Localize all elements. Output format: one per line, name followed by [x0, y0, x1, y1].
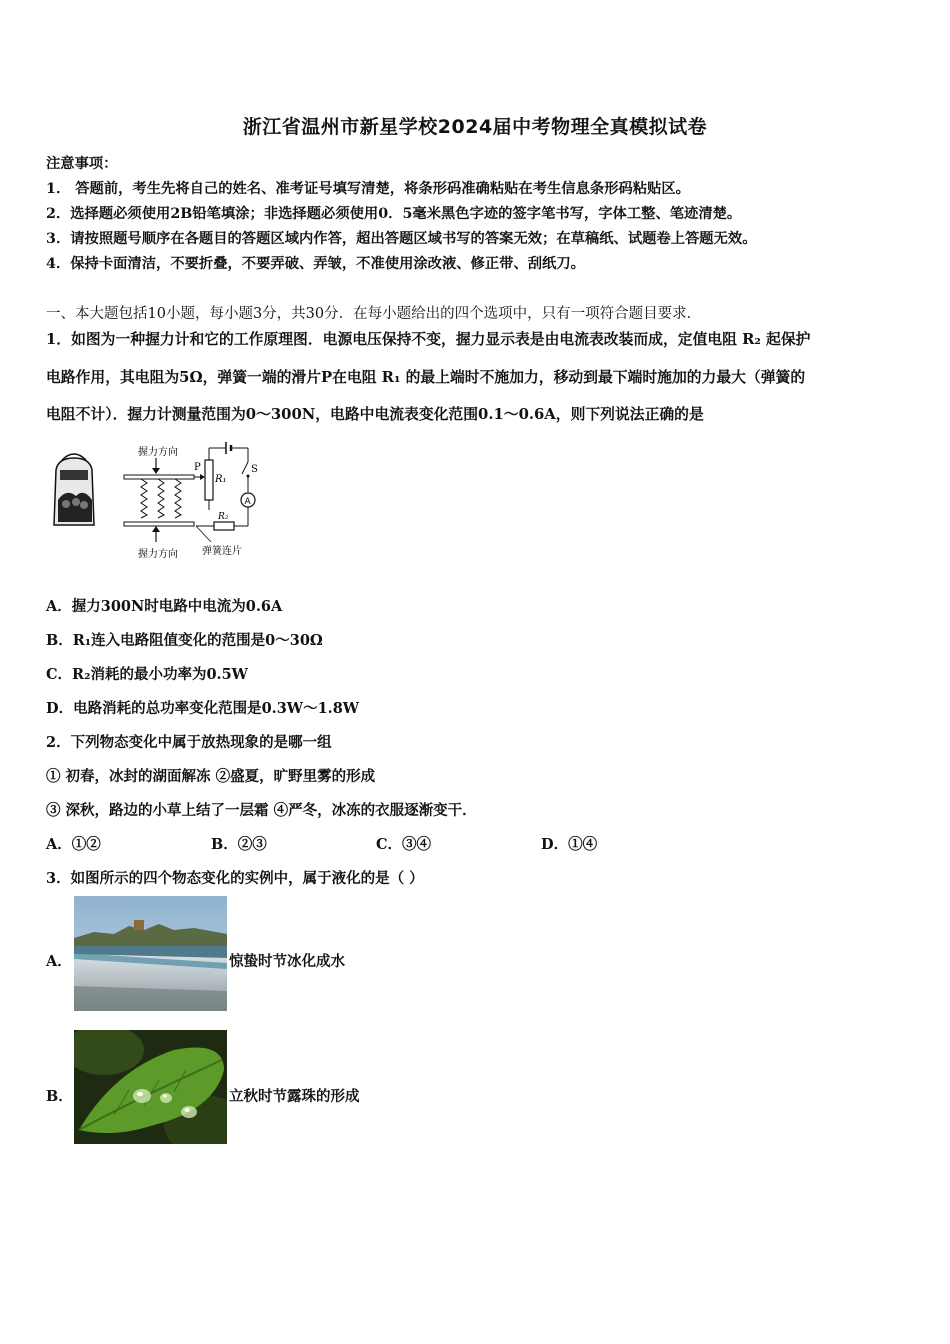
question-1-stem: 电阻不计）．握力计测量范围为0～300N，电路中电流表变化范围0.1～0.6A，则下列说法正确的是	[46, 406, 704, 423]
question-1-stem: 1．如图为一种握力计和它的工作原理图．电源电压保持不变，握力显示表是由电流表改装而成，定值电阻 R₂ 起保护	[46, 331, 811, 348]
force-direction-bottom-label: 握力方向	[138, 549, 178, 560]
r2-label: R₂	[218, 512, 229, 522]
slider-p-label: P	[194, 462, 201, 473]
dew-leaf-photo	[74, 1030, 227, 1144]
question-1-option-a: A．握力300N时电路中电流为0.6A	[46, 598, 283, 615]
question-2-stem: 2．下列物态变化中属于放热现象的是哪一组	[46, 734, 332, 751]
question-2-statement: ③ 深秋，路边的小草上结了一层霜 ④严冬，冰冻的衣服逐渐变干．	[46, 802, 477, 819]
question-3-option-b-label: B．	[46, 1088, 73, 1105]
question-2-option-a: A．①②	[46, 836, 101, 853]
question-2-option-c: C．③④	[376, 836, 432, 853]
r1-label: R₁	[215, 474, 227, 485]
question-3-option-b-caption: 立秋时节露珠的形成	[229, 1088, 360, 1105]
switch-s-label: S	[251, 464, 258, 475]
question-1-option-c: C．R₂消耗的最小功率为0.5W	[46, 666, 248, 683]
spring-plate-label: 弹簧连片	[202, 546, 242, 557]
ammeter-label: A	[244, 497, 251, 507]
question-1-option-b: B．R₁连入电路阻值变化的范围是0～30Ω	[46, 632, 323, 649]
notice-item: 4．保持卡面清洁，不要折叠，不要弄破、弄皱，不准使用涂改液、修正带、刮纸刀。	[46, 256, 585, 272]
notice-item: 1． 答题前，考生先将自己的姓名、准考证号填写清楚，将条形码准确粘贴在考生信息条形码粘贴区。	[46, 181, 690, 197]
question-3-option-a-label: A．	[46, 953, 72, 970]
question-2-statement: ① 初春，冰封的湖面解冻 ②盛夏，旷野里雾的形成	[46, 768, 376, 785]
question-3-stem: 3．如图所示的四个物态变化的实例中，属于液化的是（ ）	[46, 870, 424, 887]
notice-item: 3．请按照题号顺序在各题目的答题区域内作答，超出答题区域书写的答案无效；在草稿纸、试题卷上答题无效。	[46, 231, 757, 247]
frozen-lake-photo	[74, 896, 227, 1011]
notice-heading: 注意事项：	[46, 156, 118, 172]
question-1-option-d: D．电路消耗的总功率变化范围是0.3W～1.8W	[46, 700, 360, 717]
page-title: 浙江省温州市新星学校2024届中考物理全真模拟试卷	[242, 116, 708, 138]
question-2-option-b: B．②③	[211, 836, 267, 853]
question-2-options	[46, 833, 646, 853]
section-heading: 一、本大题包括10小题，每小题3分，共30分．在每小题给出的四个选项中，只有一项符合题目要求．	[46, 306, 702, 322]
question-1-stem: 电路作用，其电阻为5Ω，弹簧一端的滑片P在电阻 R₁ 的最上端时不施加力，移动到最下端时施加的力最大（弹簧的	[46, 369, 806, 386]
notice-item: 2．选择题必须使用2B铅笔填涂；非选择题必须使用0．5毫米黑色字迹的签字笔书写，字体工整、笔迹清楚。	[46, 206, 742, 222]
grip-device-icon	[54, 454, 94, 525]
grip-meter-figure	[46, 430, 266, 562]
question-2-option-d: D．①④	[541, 836, 598, 853]
question-3-option-a-caption: 惊蛰时节冰化成水	[229, 953, 345, 970]
force-direction-top-label: 握力方向	[138, 447, 178, 458]
